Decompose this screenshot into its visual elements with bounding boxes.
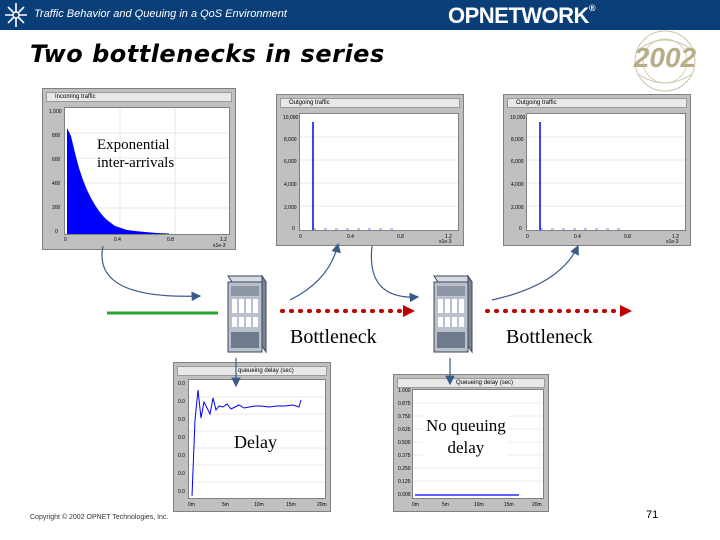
bottleneck-label-2: Bottleneck [506,326,593,348]
x-unit: x1e-3 [213,243,226,249]
probe-connector [492,246,578,300]
y-tick: 1,000 [49,109,62,115]
y-tick: 0.125 [398,479,411,485]
outgoing-plot-2 [526,113,686,231]
x-tick: 0 [64,237,67,243]
presentation-subtitle: Traffic Behavior and Queuing in a QoS Environment [34,8,287,20]
x-tick: 0.4 [347,234,354,240]
x-tick: 0 [299,234,302,240]
x-tick: 5m [442,502,449,508]
window-title-bar: Outgoing traffic [280,98,460,108]
bottleneck-label-1: Bottleneck [290,326,377,348]
router-icon[interactable] [222,272,268,356]
y-tick: 6,000 [511,159,524,165]
y-tick: 0.0 [178,471,185,477]
x-tick: 15m [504,502,514,508]
x-tick: 10m [474,502,484,508]
y-tick: 400 [52,181,61,187]
slide-title: Two bottlenecks in series [30,40,385,68]
y-tick: 0.000 [398,492,411,498]
x-tick: 1.2 [672,234,679,240]
x-tick: 0m [188,502,195,508]
router-icon[interactable] [428,272,474,356]
delay-annotation: Delay [234,432,277,452]
no-queuing-delay-annotation: No queuing delay [426,416,506,457]
y-tick: 0.0 [178,399,185,405]
x-tick: 1.2 [220,237,227,243]
page-number: 71 [646,509,659,521]
x-tick: 20m [317,502,327,508]
brand-logo: OPNETWORK® [448,3,596,28]
x-tick: 0.8 [167,237,174,243]
y-tick: 0.500 [398,440,411,446]
header-bar [0,0,720,30]
y-tick: 8,000 [284,137,297,143]
y-tick: 0 [292,226,295,232]
window-title-bar: Queueing delay (sec) [397,378,545,388]
brand-text: OPNETWORK [448,3,589,28]
y-tick: 6,000 [284,159,297,165]
window-title-bar: Incoming traffic [46,92,232,102]
y-tick: 0.0 [178,453,185,459]
y-tick: 0.875 [398,401,411,407]
y-tick: 0.0 [178,435,185,441]
y-tick: 800 [52,133,61,139]
year-badge [626,28,704,94]
outgoing-traffic-window-2 [503,94,691,246]
y-tick: 0.375 [398,453,411,459]
x-tick: 0.4 [114,237,121,243]
y-tick: 0.0 [178,417,185,423]
y-tick: 2,000 [284,205,297,211]
y-tick: 600 [52,157,61,163]
x-tick: 15m [286,502,296,508]
x-tick: 10m [254,502,264,508]
window-title-bar: queueing delay (sec) [177,366,327,376]
y-tick: 4,000 [284,182,297,188]
star-logo-icon [2,0,30,30]
y-tick: 10,000 [283,115,299,121]
y-tick: 0 [55,229,58,235]
y-tick: 1.000 [398,388,411,394]
window-title-bar: Outgoing traffic [507,98,687,108]
x-tick: 0 [526,234,529,240]
x-tick: 1.2 [445,234,452,240]
y-tick: 0.625 [398,427,411,433]
probe-connector [102,246,200,296]
y-tick: 200 [52,205,61,211]
y-tick: 0.0 [178,381,185,387]
y-tick: 0.750 [398,414,411,420]
y-tick: 4,000 [511,182,524,188]
x-tick: 0.8 [624,234,631,240]
y-tick: 0.250 [398,466,411,472]
y-tick: 0.0 [178,489,185,495]
y-tick: 0 [519,226,522,232]
probe-connector [290,244,338,300]
outgoing-traffic-window-1 [276,94,464,246]
x-tick: 0.4 [574,234,581,240]
y-tick: 2,000 [511,205,524,211]
outgoing-plot-1 [299,113,459,231]
y-tick: 8,000 [511,137,524,143]
exponential-annotation: Exponential inter-arrivals [97,137,175,171]
year-text: 2002 [633,42,697,73]
x-unit: x1e-3 [439,239,452,245]
y-tick: 10,000 [510,115,526,121]
x-tick: 0.8 [397,234,404,240]
x-tick: 0m [412,502,419,508]
x-unit: x1e-3 [666,239,679,245]
x-tick: 5m [222,502,229,508]
copyright-text: Copyright © 2002 OPNET Technologies, Inc. [30,514,169,521]
probe-connector [371,246,418,297]
x-tick: 20m [532,502,542,508]
